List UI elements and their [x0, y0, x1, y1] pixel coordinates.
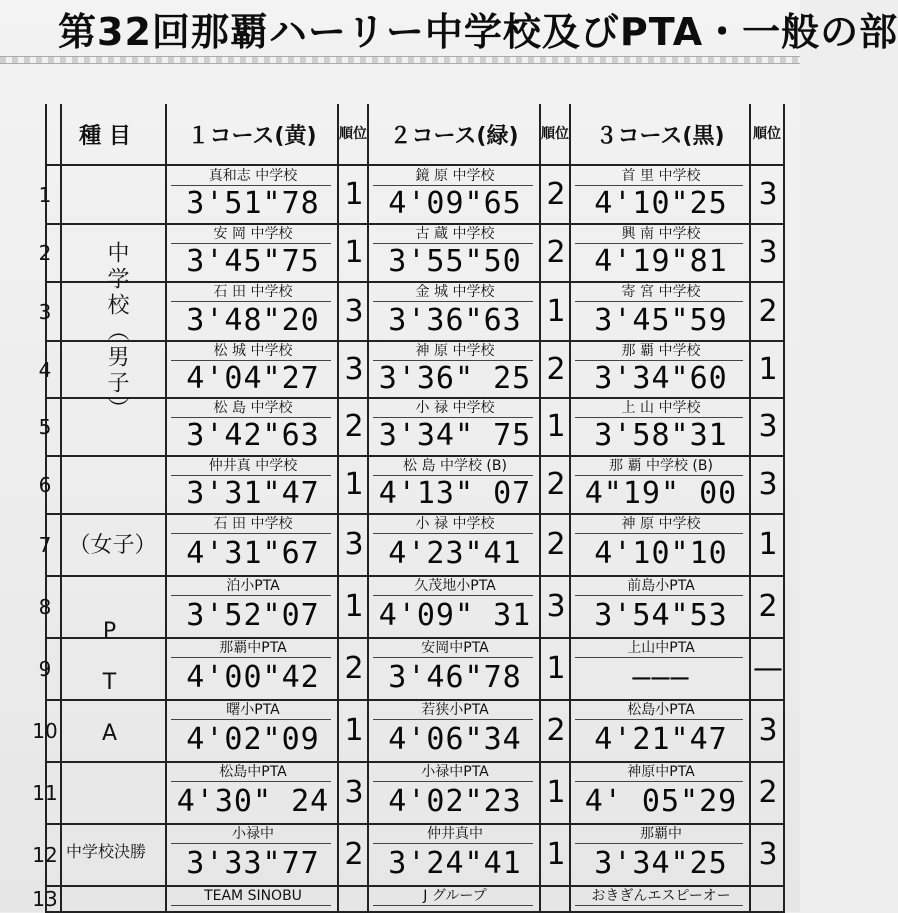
row-number: 1 — [38, 183, 52, 207]
finish-rank: 1 — [344, 589, 364, 624]
finish-rank: 1 — [344, 713, 364, 748]
category-pta: PTA — [97, 618, 122, 772]
rope — [0, 56, 800, 64]
grid-vline — [60, 104, 62, 912]
race-time: 3'34" 75 — [378, 418, 532, 453]
finish-rank: 2 — [546, 177, 566, 212]
team-name: 小禄中 — [232, 826, 274, 842]
team-name: 松 城 中学校 — [213, 343, 293, 359]
team-name: 仲井真中 — [427, 826, 483, 842]
team-name: J グループ — [423, 888, 487, 904]
race-time: 4'10"10 — [594, 536, 728, 571]
team-name: 鏡 原 中学校 — [415, 168, 495, 184]
race-time: 3'45"59 — [594, 303, 728, 338]
finish-rank: 2 — [546, 467, 566, 502]
race-time: 4' 05"29 — [584, 784, 738, 819]
finish-rank: — — [753, 651, 783, 686]
page-title: 第32回那覇ハーリー中学校及びPTA・一般の部 — [58, 10, 898, 54]
finish-rank: 1 — [344, 235, 364, 270]
race-time: 3'36" 25 — [378, 361, 532, 396]
finish-rank: 2 — [758, 294, 778, 329]
row-number: 11 — [32, 781, 58, 805]
race-time: 4'23"41 — [388, 536, 522, 571]
team-name: 仲井真 中学校 — [208, 458, 298, 474]
team-name: 上 山 中学校 — [621, 400, 701, 416]
finish-rank: 3 — [758, 713, 778, 748]
team-name: 前島小PTA — [627, 578, 695, 594]
race-time: 3'46"78 — [388, 660, 522, 695]
header-event: 種 目 — [45, 104, 167, 166]
race-time: 4'13" 07 — [378, 476, 532, 511]
team-name: 神原中PTA — [627, 764, 695, 780]
header-course1: １コース(黄) — [167, 104, 339, 166]
race-time: 3'24"41 — [388, 846, 522, 881]
race-time: 4'02"09 — [186, 722, 320, 757]
race-time: 4'21"47 — [594, 722, 728, 757]
team-name: TEAM SINOBU — [204, 888, 302, 904]
race-time: 3'54"53 — [594, 598, 728, 633]
race-time: 3'52"07 — [186, 598, 320, 633]
team-name: 安岡中PTA — [421, 640, 489, 656]
row-number: 2 — [38, 241, 52, 265]
finish-rank: 3 — [344, 775, 364, 810]
finish-rank: 1 — [546, 409, 566, 444]
team-name: 石 田 中学校 — [213, 284, 293, 300]
race-time: 3'36"63 — [388, 303, 522, 338]
finish-rank: 2 — [758, 775, 778, 810]
finish-rank: 2 — [758, 589, 778, 624]
team-name: 上山中PTA — [627, 640, 695, 656]
team-name: 那覇中PTA — [219, 640, 287, 656]
race-time: 4'06"34 — [388, 722, 522, 757]
team-name: 寄 宮 中学校 — [621, 284, 701, 300]
finish-rank: 2 — [546, 527, 566, 562]
finish-rank — [339, 886, 369, 912]
race-time: 4'30" 24 — [176, 784, 330, 819]
finish-rank: 1 — [344, 467, 364, 502]
category-boys: 中学校（男子） — [104, 241, 129, 423]
finish-rank: 2 — [344, 651, 364, 686]
team-name: 真和志 中学校 — [208, 168, 298, 184]
team-name: 小 禄 中学校 — [415, 400, 495, 416]
finish-rank: 1 — [546, 837, 566, 872]
race-time: 4'31"67 — [186, 536, 320, 571]
race-time: 3'55"50 — [388, 244, 522, 279]
finish-rank: 3 — [758, 467, 778, 502]
race-time: 3'33"77 — [186, 846, 320, 881]
finish-rank: 2 — [344, 409, 364, 444]
race-time: 4'00"42 — [186, 660, 320, 695]
finish-rank: 1 — [758, 527, 778, 562]
team-name: 興 南 中学校 — [621, 226, 701, 242]
team-name: 松島小PTA — [627, 702, 695, 718]
finish-rank: 1 — [344, 177, 364, 212]
team-name: 小 禄 中学校 — [415, 516, 495, 532]
finish-rank: 3 — [344, 352, 364, 387]
category-final: 中学校決勝 — [65, 842, 146, 861]
team-name: 那覇中 — [640, 826, 682, 842]
race-time: 3'31"47 — [186, 476, 320, 511]
row-number: 6 — [38, 473, 52, 497]
race-time: 4'09" 31 — [378, 598, 532, 633]
header-rank3: 順位 — [751, 104, 785, 166]
row-number: 3 — [38, 299, 52, 324]
race-time: 4'10"25 — [594, 186, 728, 221]
finish-rank: 1 — [758, 352, 778, 387]
team-name: 若狭小PTA — [421, 702, 489, 718]
race-time — [369, 906, 541, 910]
finish-rank: 2 — [546, 352, 566, 387]
row-number: 5 — [38, 415, 52, 439]
race-time: 3'51"78 — [186, 186, 320, 221]
team-name: 那 覇 中学校 (B) — [609, 458, 713, 474]
race-time — [167, 906, 339, 910]
header-rank2: 順位 — [541, 104, 571, 166]
row-number: 4 — [38, 357, 52, 382]
category-girls: （女子） — [68, 533, 157, 558]
team-name: 古 蔵 中学校 — [415, 226, 495, 242]
team-name: 石 田 中学校 — [213, 516, 293, 532]
finish-rank: 2 — [546, 235, 566, 270]
team-name: 神 原 中学校 — [621, 516, 701, 532]
race-time — [571, 906, 751, 910]
finish-rank — [751, 886, 785, 912]
header-course2: ２コース(緑) — [369, 104, 541, 166]
race-time: 4'04"27 — [186, 361, 320, 396]
race-time: 4"19" 00 — [584, 476, 738, 511]
row-number: 12 — [32, 843, 58, 867]
team-name: 金 城 中学校 — [415, 284, 495, 300]
header-rank1: 順位 — [339, 104, 369, 166]
race-time: 3'34"25 — [594, 846, 728, 881]
finish-rank: 3 — [758, 235, 778, 270]
finish-rank: 2 — [344, 837, 364, 872]
race-time: 3'34"60 — [594, 361, 728, 396]
row-number: 7 — [38, 533, 52, 557]
team-name: 那 覇 中学校 — [621, 343, 701, 359]
header-course3: ３コース(黒) — [571, 104, 751, 166]
finish-rank: 3 — [758, 177, 778, 212]
row-number: 10 — [32, 719, 58, 743]
race-time: 4'02"23 — [388, 784, 522, 819]
team-name: おきぎんエスピーオー — [591, 888, 731, 904]
finish-rank: 3 — [344, 527, 364, 562]
finish-rank: 1 — [546, 651, 566, 686]
race-time: 3'48"20 — [186, 303, 320, 338]
race-time: ——— — [632, 660, 690, 695]
race-time: 4'09"65 — [388, 186, 522, 221]
row-number: 8 — [38, 595, 52, 619]
team-name: 神 原 中学校 — [415, 343, 495, 359]
team-name: 小禄中PTA — [421, 764, 489, 780]
race-time: 4'19"81 — [594, 244, 728, 279]
team-name: 松島中PTA — [219, 764, 287, 780]
finish-rank: 3 — [546, 589, 566, 624]
team-name: 久茂地小PTA — [414, 578, 496, 594]
team-name: 曙小PTA — [226, 702, 280, 718]
team-name: 松 島 中学校 (B) — [403, 458, 507, 474]
team-name: 泊小PTA — [226, 578, 280, 594]
finish-rank: 3 — [758, 409, 778, 444]
finish-rank: 1 — [546, 775, 566, 810]
race-time: 3'45"75 — [186, 244, 320, 279]
row-number: 13 — [32, 887, 58, 911]
finish-rank — [541, 886, 571, 912]
finish-rank: 1 — [546, 294, 566, 329]
team-name: 首 里 中学校 — [621, 168, 701, 184]
finish-rank: 2 — [546, 713, 566, 748]
finish-rank: 3 — [344, 294, 364, 329]
race-time: 3'42"63 — [186, 418, 320, 453]
race-time: 3'58"31 — [594, 418, 728, 453]
row-number: 9 — [38, 657, 52, 681]
finish-rank: 3 — [758, 837, 778, 872]
team-name: 松 島 中学校 — [213, 400, 293, 416]
team-name: 安 岡 中学校 — [213, 226, 293, 242]
